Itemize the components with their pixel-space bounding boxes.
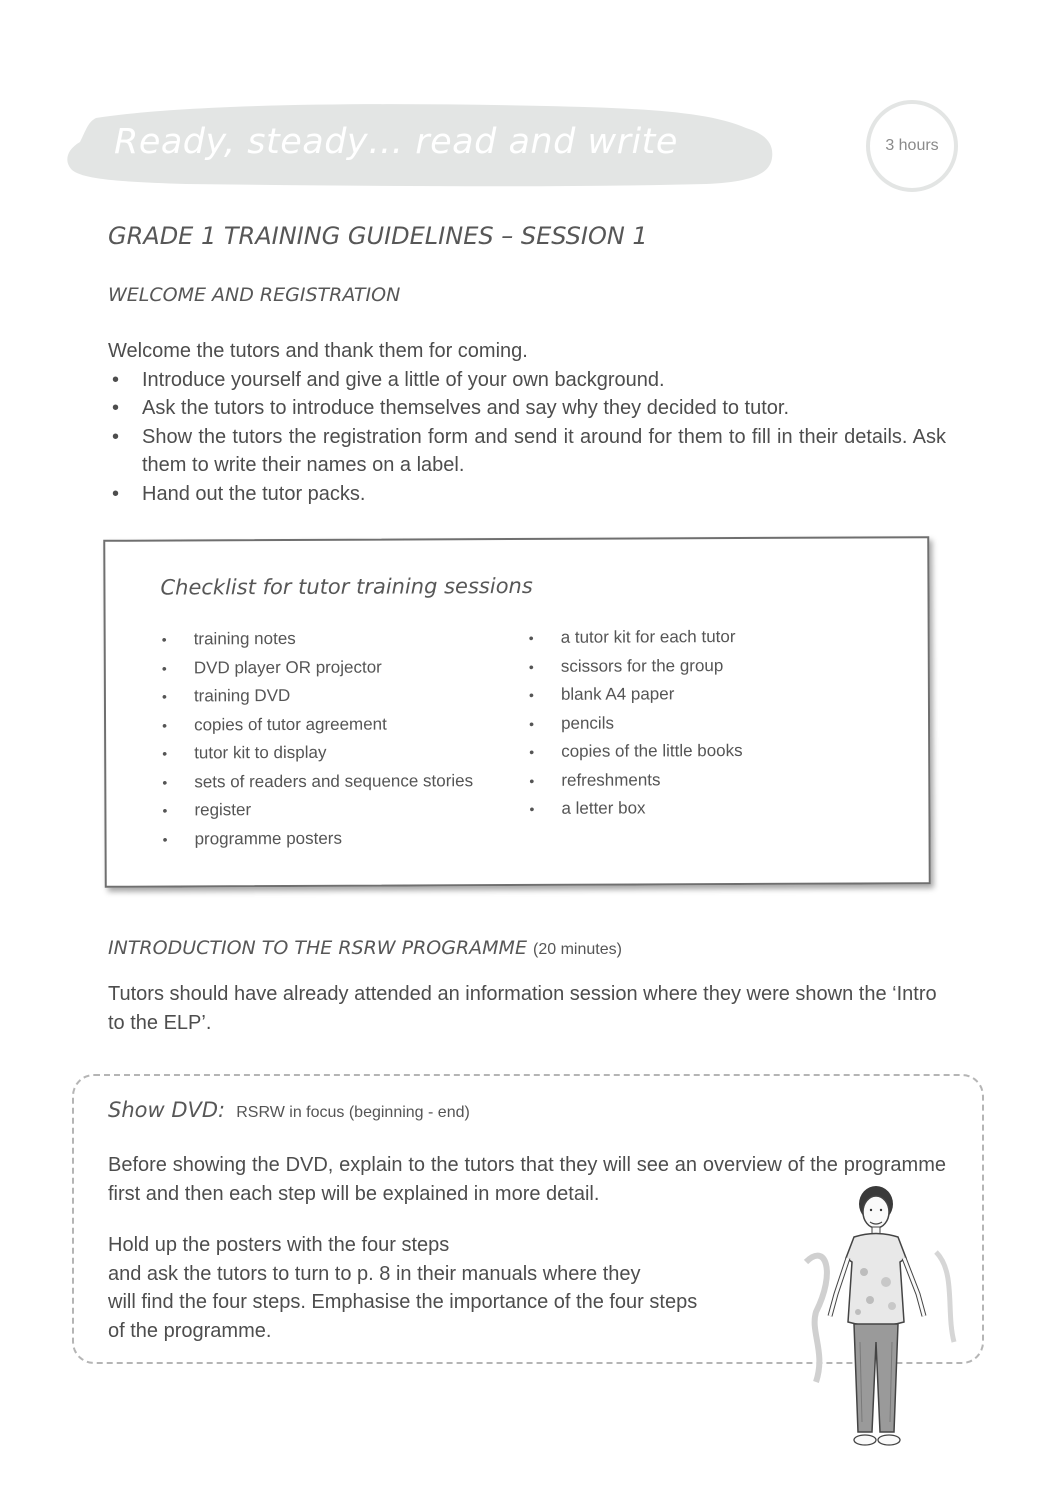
list-item-text: Introduce yourself and give a little of your own background. bbox=[142, 368, 665, 391]
checklist-item bbox=[528, 623, 743, 652]
dvd-subtitle: RSRW in focus (beginning - end) bbox=[236, 1104, 470, 1121]
checklist-item bbox=[161, 824, 473, 854]
welcome-heading: WELCOME AND REGISTRATION bbox=[108, 284, 401, 306]
dvd-line: will find the four steps. Emphasise the importance of the four steps bbox=[108, 1291, 698, 1313]
bullet-icon: • bbox=[529, 743, 535, 760]
checklist-item bbox=[528, 652, 743, 681]
checklist-item bbox=[161, 681, 473, 711]
checklist-left-column bbox=[161, 624, 474, 853]
list-item bbox=[108, 480, 946, 509]
bullet-icon: • bbox=[162, 774, 168, 791]
page-banner bbox=[66, 100, 778, 188]
checklist-item bbox=[161, 795, 473, 825]
list-item bbox=[108, 394, 946, 423]
intro-duration: (20 minutes) bbox=[533, 941, 622, 958]
list-item-text: Show the tutors the registration form and send it around for them to fill in their details. Ask them to write their names on a label. bbox=[142, 425, 946, 476]
checklist-item bbox=[528, 766, 743, 795]
welcome-bullets bbox=[108, 366, 946, 509]
checklist-item-text: copies of tutor agreement bbox=[194, 714, 387, 734]
checklist-item-text: refreshments bbox=[561, 769, 661, 790]
welcome-intro: Welcome the tutors and thank them for coming. bbox=[108, 340, 528, 362]
checklist-item-text: tutor kit to display bbox=[194, 742, 327, 763]
checklist-item bbox=[528, 680, 743, 709]
checklist-item-text: scissors for the group bbox=[560, 655, 724, 676]
checklist-item bbox=[161, 738, 473, 768]
checklist-item bbox=[161, 710, 473, 740]
list-item-text: Hand out the tutor packs. bbox=[142, 482, 366, 505]
intro-paragraph: Tutors should have already attended an information session where they were shown the ‘Intro to the ELP’. bbox=[108, 983, 937, 1034]
dvd-line: Hold up the posters with the four steps bbox=[108, 1234, 450, 1256]
banner-title: Ready, steady… read and write bbox=[114, 122, 678, 162]
dvd-paragraph-2 bbox=[108, 1231, 788, 1345]
bullet-icon: • bbox=[161, 660, 167, 677]
checklist-item bbox=[528, 794, 743, 823]
bullet-icon: • bbox=[112, 425, 120, 448]
dvd-line: and ask the tutors to turn to p. 8 in their manuals where they bbox=[108, 1262, 641, 1285]
dvd-line: of the programme. bbox=[108, 1319, 272, 1342]
checklist-item bbox=[161, 624, 473, 654]
bullet-icon: • bbox=[162, 802, 168, 819]
checklist-item bbox=[161, 653, 473, 683]
bullet-icon: • bbox=[528, 658, 534, 675]
checklist-item bbox=[528, 737, 743, 766]
bullet-icon: • bbox=[112, 397, 120, 419]
checklist-item-text: training notes bbox=[193, 628, 296, 649]
list-item-text: Ask the tutors to introduce themselves and say why they decided to tutor. bbox=[142, 397, 790, 419]
checklist-title: Checklist for tutor training sessions bbox=[160, 573, 533, 600]
woman-illustration bbox=[796, 1182, 966, 1454]
intro-heading-text: INTRODUCTION TO THE RSRW PROGRAMME bbox=[108, 937, 527, 959]
page-title: GRADE 1 TRAINING GUIDELINES – SESSION 1 bbox=[108, 222, 648, 250]
bullet-icon: • bbox=[529, 772, 535, 789]
dvd-paragraph-1: Before showing the DVD, explain to the tutors that they will see an overview of the programme first and then each step will be explained in more detail. bbox=[108, 1154, 946, 1205]
checklist-item-text: blank A4 paper bbox=[560, 684, 675, 704]
list-item bbox=[108, 366, 946, 395]
checklist-item-text: a tutor kit for each tutor bbox=[560, 627, 736, 647]
list-item bbox=[108, 423, 946, 480]
checklist-box bbox=[103, 536, 931, 888]
bullet-icon: • bbox=[161, 631, 167, 648]
bullet-icon: • bbox=[529, 715, 534, 732]
dvd-label: Show DVD: bbox=[108, 1098, 226, 1122]
bullet-icon: • bbox=[162, 831, 168, 848]
duration-label: 3 hours bbox=[885, 137, 939, 154]
checklist-item-text: programme posters bbox=[194, 828, 342, 848]
dvd-heading bbox=[108, 1098, 470, 1122]
bullet-icon: • bbox=[162, 745, 168, 762]
checklist-right-column bbox=[528, 623, 743, 823]
checklist-item bbox=[161, 767, 473, 797]
checklist-item bbox=[528, 709, 743, 738]
duration-badge bbox=[866, 100, 958, 192]
bullet-icon: • bbox=[529, 800, 535, 817]
bullet-icon: • bbox=[112, 368, 120, 391]
checklist-item-text: a letter box bbox=[561, 798, 646, 818]
checklist-item-text: training DVD bbox=[193, 685, 291, 706]
checklist-item-text: copies of the little books bbox=[561, 741, 743, 761]
checklist-item-text: register bbox=[194, 800, 252, 820]
bullet-icon: • bbox=[528, 629, 534, 646]
intro-heading bbox=[108, 937, 622, 959]
bullet-icon: • bbox=[162, 717, 167, 734]
welcome-section bbox=[108, 337, 946, 508]
checklist-item-text: pencils bbox=[561, 713, 615, 733]
checklist-item-text: sets of readers and sequence stories bbox=[194, 770, 474, 791]
bullet-icon: • bbox=[161, 688, 167, 705]
bullet-icon: • bbox=[112, 482, 120, 505]
checklist-item-text: DVD player OR projector bbox=[193, 657, 382, 677]
bullet-icon: • bbox=[528, 686, 534, 703]
